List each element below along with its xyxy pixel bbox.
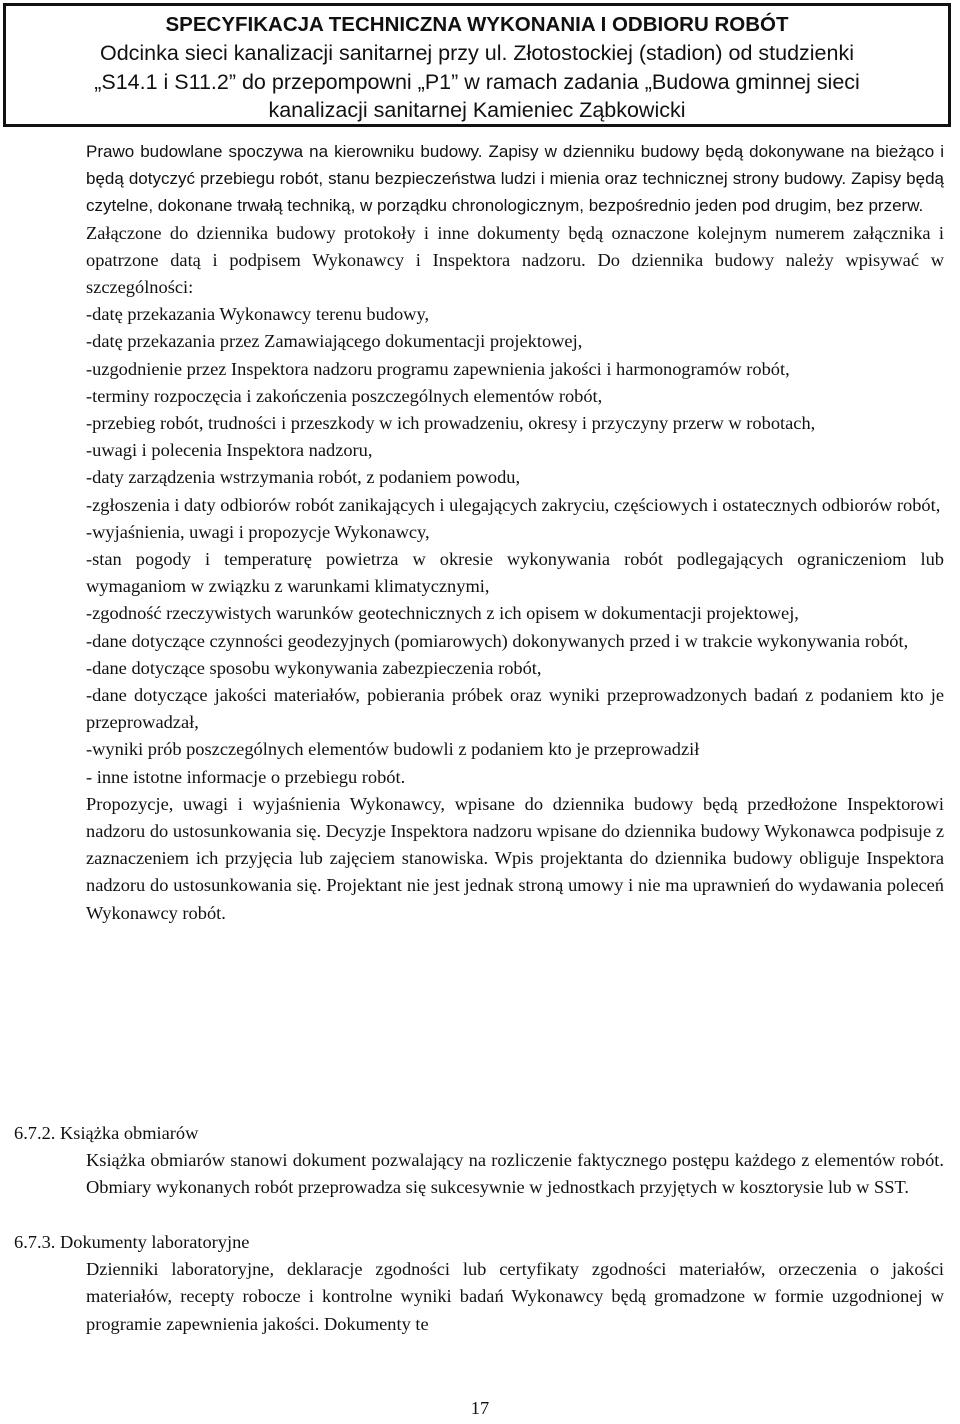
section-body: Dzienniki laboratoryjne, deklaracje zgodności lub certyfikaty zgodności materiałów, orzeczenia o jakości materiałów, recepty robocze i kontrolne wyniki badań Wykonawcy będą gromadzone w formie uzgodnionej w programie zapewnienia jakości. Dokumenty te [86, 1259, 944, 1334]
list-item: -dane dotyczące czynności geodezyjnych (pomiarowych) dokonywanych przed i w trakcie wykonywania robót, [86, 630, 909, 651]
section-title: Książka obmiarów [60, 1123, 199, 1143]
page-number: 17 [470, 1398, 490, 1418]
intro-paragraph-sans: Prawo budowlane spoczywa na kierowniku budowy. Zapisy w dzienniku budowy będą dokonywane na bieżąco i będą dotyczyć przebiegu robót, stanu bezpieczeństwa ludzi i mienia oraz technicznej strony budowy. Zapisy będą czytelne, dokonane trwałą techniką, w porządku chronologicznym, bezpośrednio jeden pod drugim, bez przerw. [86, 142, 944, 216]
list-item: -uzgodnienie przez Inspektora nadzoru programu zapewnienia jakości i harmonogramów robót, [86, 358, 790, 379]
proposals-paragraph: Propozycje, uwagi i wyjaśnienia Wykonawcy, wpisane do dziennika budowy będą przedłożone Inspektorowi nadzoru do ustosunkowania się. Decyzje Inspektora nadzoru wpisane do dziennika budowy Wykonawca podpisuje z zaznaczeniem ich przyjęcia lub zajęciem stanowiska. Wpis projektanta do dziennika budowy obliguje Inspektora nadzoru do ustosunkowania się. Projektant nie jest jednak stroną umowy i nie ma uprawnień do wydawania poleceń Wykonawcy robót. [86, 793, 944, 923]
list-item: -datę przekazania Wykonawcy terenu budowy, [86, 304, 430, 325]
main-content [86, 138, 944, 927]
list-item: -dane dotyczące jakości materiałów, pobierania próbek oraz wyniki przeprowadzonych badań z podaniem kto je przeprowadzał, [86, 685, 944, 733]
list-item: -uwagi i polecenia Inspektora nadzoru, [86, 440, 373, 461]
header-line-3: „S14.1 i S11.2” do przepompowni „P1” w ramach zadania „Budowa gminnej sieci [94, 69, 860, 94]
section-number: 6.7.2. [14, 1123, 56, 1143]
header-title: SPECYFIKACJA TECHNICZNA WYKONANIA I ODBIORU ROBÓT [165, 13, 789, 36]
list-item: -zgłoszenia i daty odbiorów robót zanikających i ulegających zakryciu, częściowych i ostatecznych odbiorów robót, [86, 494, 941, 515]
section-laboratory-documents [14, 1229, 944, 1338]
document-header [3, 3, 951, 127]
list-item: -dane dotyczące sposobu wykonywania zabezpieczenia robót, [86, 657, 542, 678]
section-number: 6.7.3. [14, 1232, 56, 1252]
list-item: -wyjaśnienia, uwagi i propozycje Wykonawcy, [86, 521, 430, 542]
intro-paragraph-serif: Załączone do dziennika budowy protokoły i inne dokumenty będą oznaczone kolejnym numerem załącznika i opatrzone datą i podpisem Wykonawcy i Inspektora nadzoru. Do dziennika budowy należy wpisywać w szczególności: [86, 222, 944, 298]
list-item: -zgodność rzeczywistych warunków geotechnicznych z ich opisem w dokumentacji projektowej, [86, 603, 799, 624]
list-item: -terminy rozpoczęcia i zakończenia poszczególnych elementów robót, [86, 385, 603, 406]
list-item: -daty zarządzenia wstrzymania robót, z podaniem powodu, [86, 467, 521, 488]
list-item: -wyniki prób poszczególnych elementów budowli z podaniem kto je przeprowadził [86, 739, 700, 760]
section-measurement-book [14, 1120, 944, 1202]
section-body: Książka obmiarów stanowi dokument pozwalający na rozliczenie faktycznego postępu każdego z elementów robót. Obmiary wykonanych robót przeprowadza się sukcesywnie w jednostkach przyjętych w kosztorysie lub w SST. [86, 1150, 944, 1198]
list-item: -datę przekazania przez Zamawiającego dokumentacji projektowej, [86, 331, 583, 352]
list-item: -stan pogody i temperaturę powietrza w okresie wykonywania robót podlegających ograniczeniom lub wymaganiom w związku z warunkami klimatycznymi, [86, 549, 944, 597]
list-item: - inne istotne informacje o przebiegu robót. [86, 766, 406, 787]
section-title: Dokumenty laboratoryjne [60, 1232, 250, 1252]
header-line-2: Odcinka sieci kanalizacji sanitarnej przy ul. Złotostockiej (stadion) od studzienki [99, 41, 855, 65]
journal-entries-list [86, 301, 944, 791]
header-line-4: kanalizacji sanitarnej Kamieniec Ząbkowicki [268, 98, 686, 122]
list-item: -przebieg robót, trudności i przeszkody w ich prowadzeniu, okresy i przyczyny przerw w robotach, [86, 413, 816, 434]
